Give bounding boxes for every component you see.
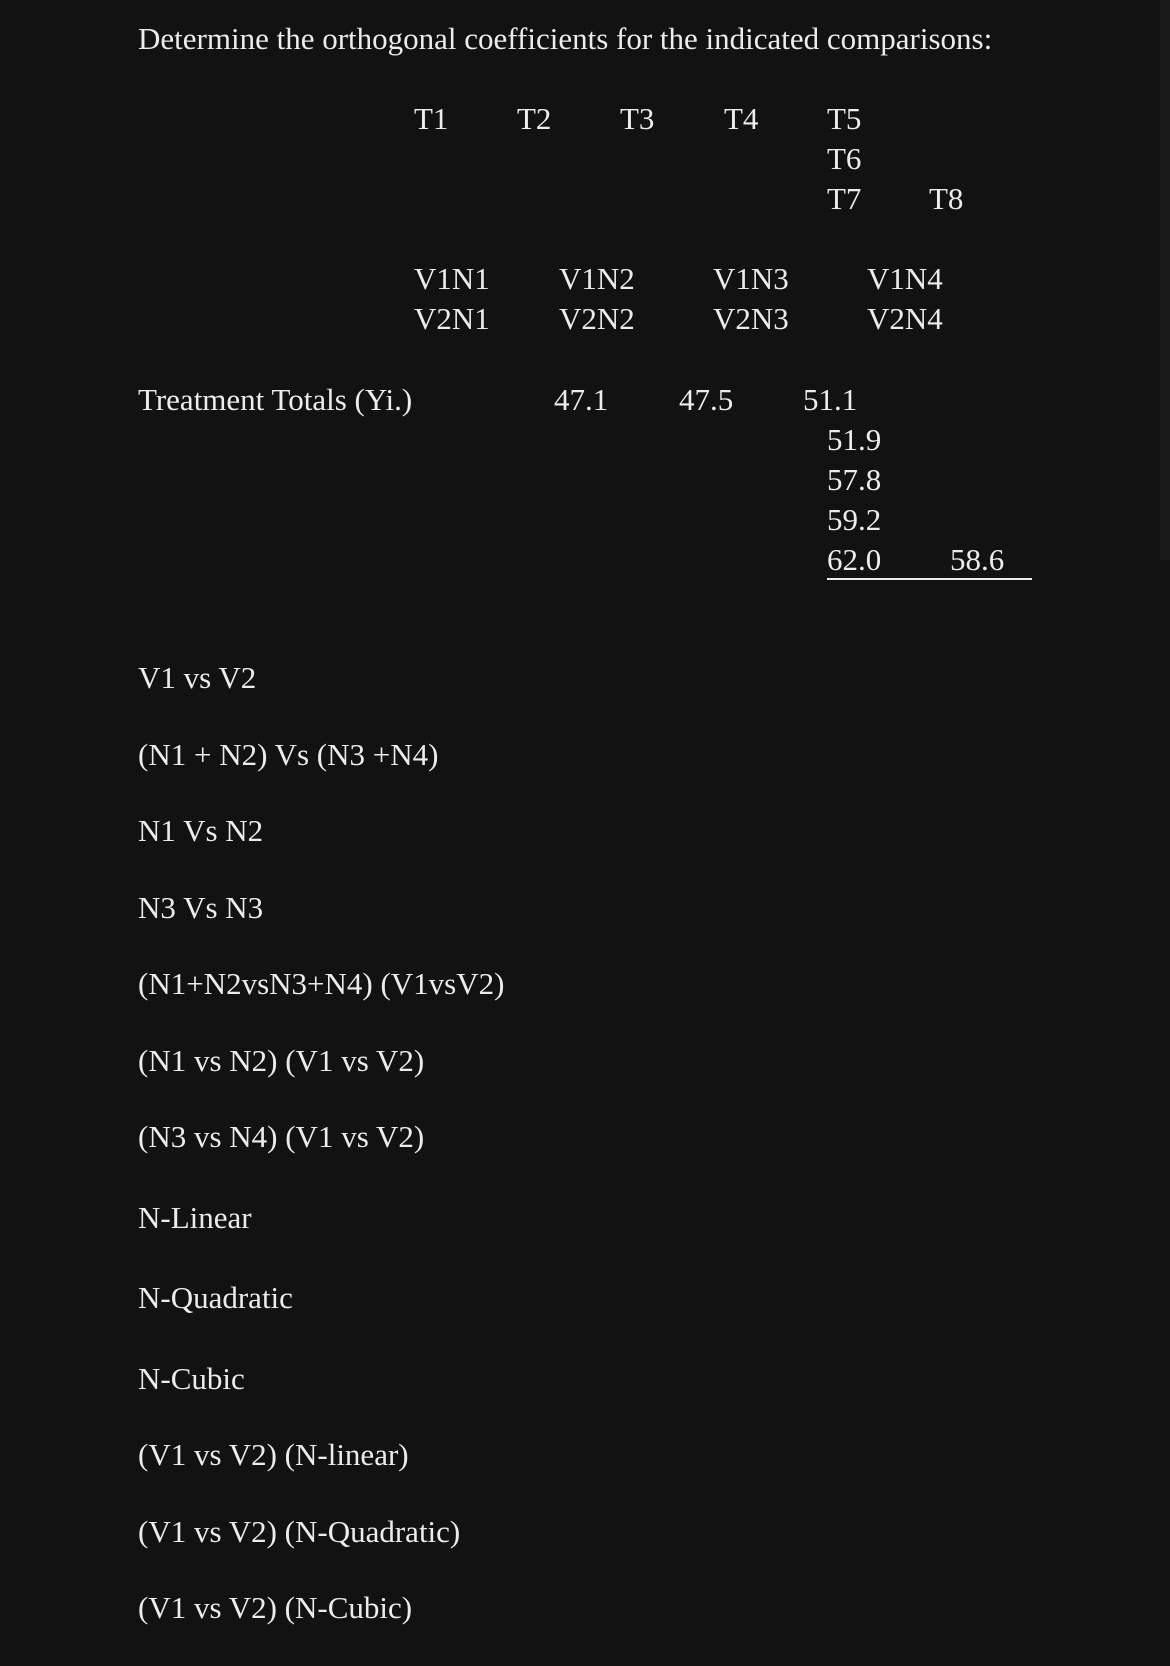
treatment-header-t3: T3 xyxy=(620,101,655,136)
treatment-header-t8: T8 xyxy=(929,181,964,216)
total-value-6: 59.2 xyxy=(827,502,882,537)
combination-v1n1: V1N1 xyxy=(414,261,490,296)
comparison-label-6: (N1 vs N2) (V1 vs V2) xyxy=(138,1043,425,1078)
total-value-4: 51.9 xyxy=(827,422,882,457)
treatment-header-t5: T5 xyxy=(827,101,862,136)
comparison-label-8: N-Linear xyxy=(138,1200,252,1235)
comparison-label-2: (N1 + N2) Vs (N3 +N4) xyxy=(138,737,439,772)
comparison-label-5: (N1+N2vsN3+N4) (V1vsV2) xyxy=(138,966,505,1001)
combination-v2n2: V2N2 xyxy=(559,301,635,336)
combination-v1n3: V1N3 xyxy=(713,261,789,296)
comparison-label-9: N-Quadratic xyxy=(138,1280,293,1315)
treatment-totals-label: Treatment Totals (Yi.) xyxy=(138,382,413,417)
combination-v2n1: V2N1 xyxy=(414,301,490,336)
total-value-2: 47.5 xyxy=(679,382,734,417)
treatment-header-t1: T1 xyxy=(414,101,449,136)
comparison-label-11: (V1 vs V2) (N-linear) xyxy=(138,1437,409,1472)
combination-v2n4: V2N4 xyxy=(867,301,943,336)
comparison-label-4: N3 Vs N3 xyxy=(138,890,264,925)
total-value-8: 58.6 xyxy=(950,542,1005,577)
comparison-label-3: N1 Vs N2 xyxy=(138,813,264,848)
treatment-header-t4: T4 xyxy=(724,101,759,136)
treatment-header-t7: T7 xyxy=(827,181,862,216)
comparison-label-12: (V1 vs V2) (N-Quadratic) xyxy=(138,1514,461,1549)
treatment-header-t2: T2 xyxy=(517,101,552,136)
combination-v2n3: V2N3 xyxy=(713,301,789,336)
combination-v1n2: V1N2 xyxy=(559,261,635,296)
comparison-label-7: (N3 vs N4) (V1 vs V2) xyxy=(138,1119,425,1154)
totals-underline xyxy=(827,578,1032,580)
question-heading: Determine the orthogonal coefficients for the indicated comparisons: xyxy=(138,21,993,56)
comparison-label-10: N-Cubic xyxy=(138,1361,245,1396)
scroll-edge xyxy=(1160,0,1170,560)
total-value-7: 62.0 xyxy=(827,542,882,577)
combination-v1n4: V1N4 xyxy=(867,261,943,296)
comparison-label-1: V1 vs V2 xyxy=(138,660,257,695)
total-value-5: 57.8 xyxy=(827,462,882,497)
total-value-3: 51.1 xyxy=(803,382,858,417)
treatment-header-t6: T6 xyxy=(827,141,862,176)
comparison-label-13: (V1 vs V2) (N-Cubic) xyxy=(138,1590,413,1625)
total-value-1: 47.1 xyxy=(554,382,609,417)
